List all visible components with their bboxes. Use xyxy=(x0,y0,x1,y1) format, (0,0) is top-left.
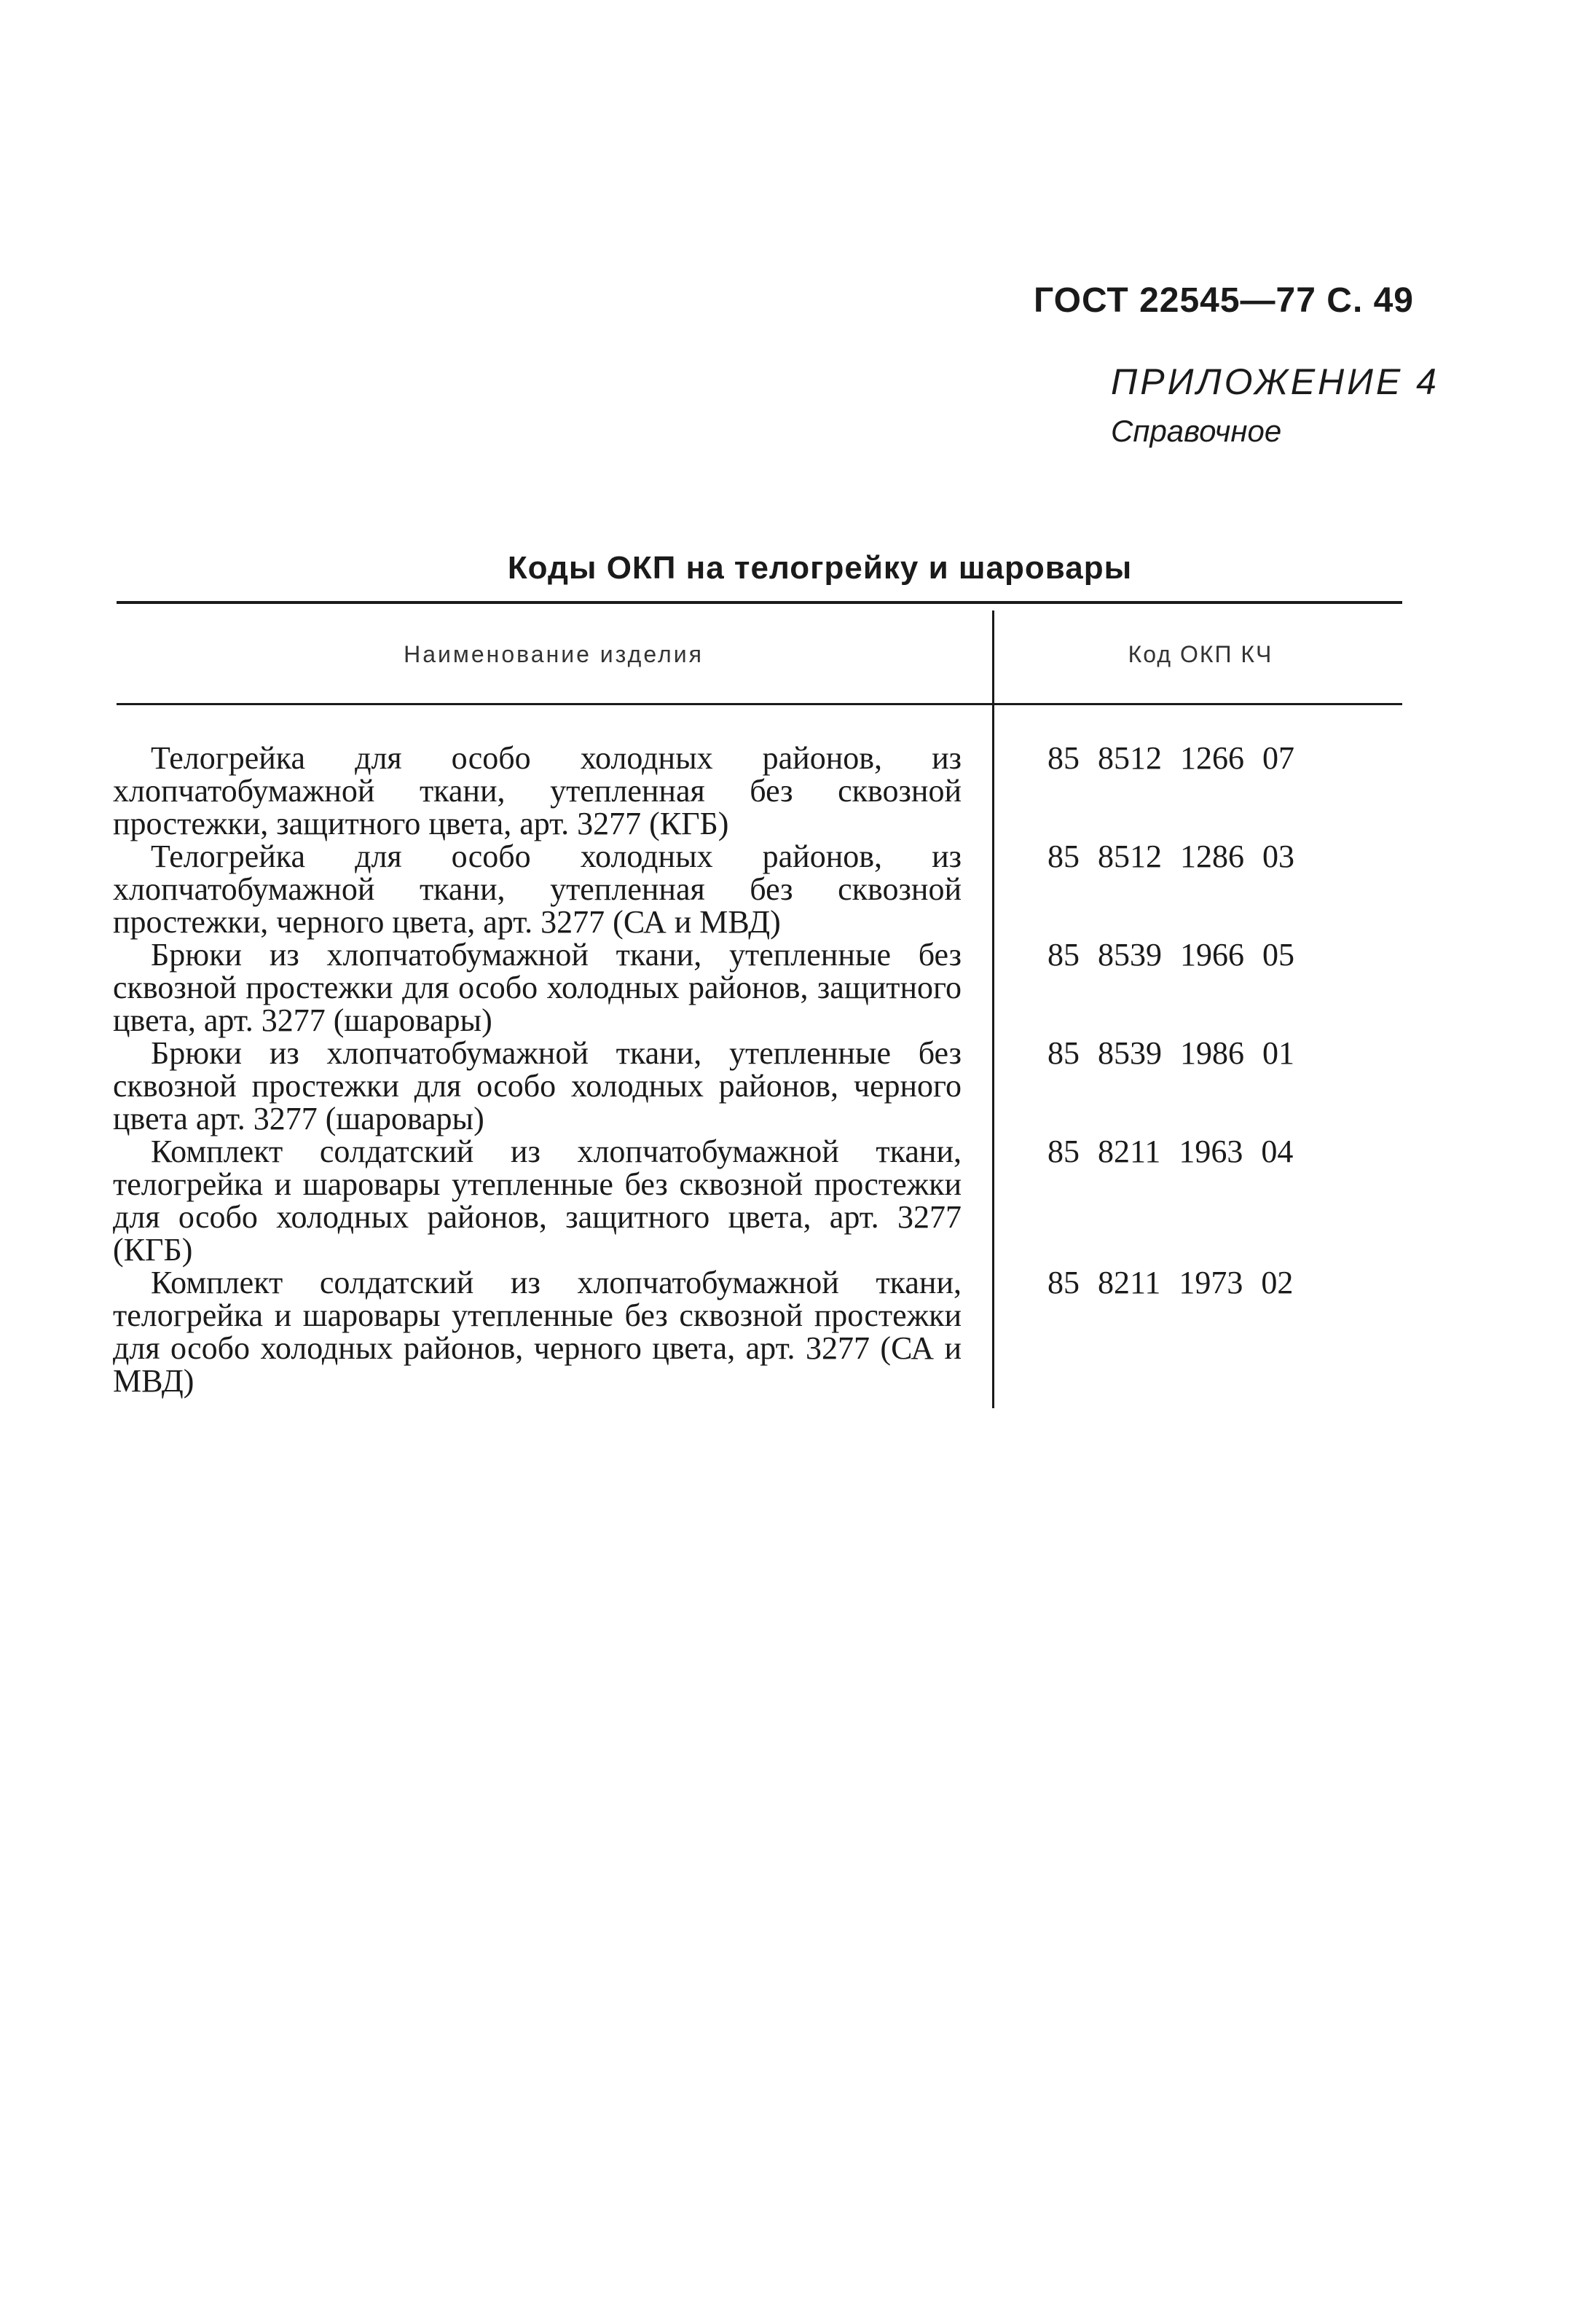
table-row xyxy=(113,742,1596,840)
row-code: 85 8211 1963 04 xyxy=(1047,1134,1294,1169)
row-name: Телогрейка для особо холодных районов, из хлопчатобумажной ткани, утепленная без сквозной простежки, защитного цвета, арт. 3277 (КГБ) xyxy=(113,740,962,841)
table-row xyxy=(113,938,1596,1037)
row-code: 85 8539 1986 01 xyxy=(1047,1035,1294,1071)
table-row xyxy=(113,840,1596,938)
row-name: Телогрейка для особо холодных районов, из хлопчатобумажной ткани, утепленная без сквозной простежки, черного цвета, арт. 3277 (СА и МВД) xyxy=(113,839,962,940)
table-row xyxy=(113,1135,1596,1266)
row-code: 85 8512 1266 07 xyxy=(1047,740,1294,776)
row-code: 85 8539 1966 05 xyxy=(1047,937,1294,973)
table-body xyxy=(113,742,1596,1397)
table-row xyxy=(113,1266,1596,1397)
row-name: Брюки из хлопчатобумажной ткани, утепленные без сквозной простежки для особо холодных районов, черного цвета арт. 3277 (шаровары) xyxy=(113,1035,962,1136)
table-header-rule xyxy=(117,703,1402,705)
row-name: Брюки из хлопчатобумажной ткани, утепленные без сквозной простежки для особо холодных районов, защитного цвета, арт. 3277 (шаровары) xyxy=(113,937,962,1038)
row-code: 85 8512 1286 03 xyxy=(1047,839,1294,874)
page-header: ГОСТ 22545—77 С. 49 xyxy=(1034,281,1414,320)
row-code: 85 8211 1973 02 xyxy=(1047,1265,1294,1300)
table-title: Коды ОКП на телогрейку и шаровары xyxy=(507,550,1133,586)
column-header-name: Наименование изделия xyxy=(404,641,704,667)
appendix-label: ПРИЛОЖЕНИЕ 4 xyxy=(1111,361,1439,402)
table-top-rule xyxy=(117,601,1402,604)
appendix-type: Справочное xyxy=(1111,414,1282,448)
row-name: Комплект солдатский из хлопчатобумажной ткани, телогрейка и шаровары утепленные без сквозной простежки для особо холодных районов, защитного цвета, арт. 3277 (КГБ) xyxy=(113,1134,962,1268)
row-name: Комплект солдатский из хлопчатобумажной ткани, телогрейка и шаровары утепленные без сквозной простежки для особо холодных районов, черного цвета, арт. 3277 (СА и МВД) xyxy=(113,1265,962,1399)
column-header-code: Код ОКП КЧ xyxy=(1128,641,1273,667)
table-row xyxy=(113,1037,1596,1135)
